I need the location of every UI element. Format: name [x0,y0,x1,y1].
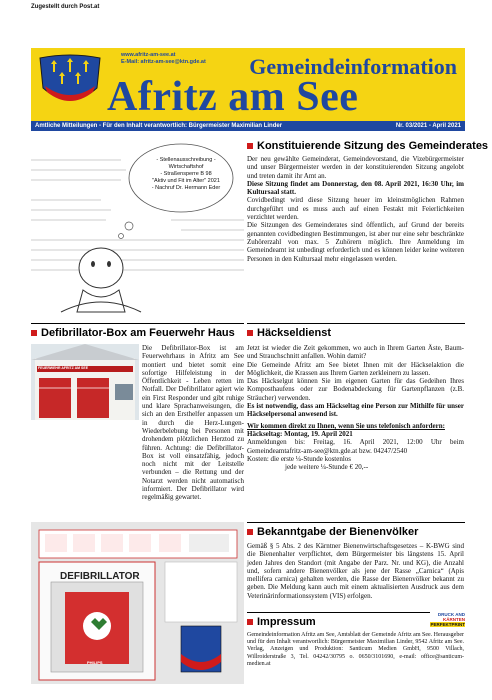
municipal-crest-icon [37,52,103,110]
paragraph: Es ist notwendig, dass am Häckseltag eine Person zur Mithilfe für unser Häckselpersonal anwesend ist. [247,402,464,419]
section-heading-impressum [247,616,316,628]
paragraph: Der neu gewählte Gemeinderat, Gemeindevorstand, die Vizebürgermeister und unser Bürgermeister werden in der konstituierenden Sitzung angelobt und treten damit ihr Amt an. [247,155,464,180]
paragraph: Die Gemeinde Afritz am See bietet Ihnen mit der Häckselaktion die Möglichkeit, die Krassen aus Ihrem Garten zerkleinern zu lassen. [247,360,464,377]
bubble-item: - Stellenausschreibung - [156,157,216,163]
divider [247,522,465,523]
red-square-icon [247,619,253,625]
issue-number: Nr. 03/2021 - April 2021 [395,123,461,129]
bubble-item: Wirtschaftshof [168,164,204,170]
logo-line: KÄRNTEN [443,617,465,622]
contact-email[interactable]: E-Mail: afritz-am-see@ktn.gde.at [121,59,206,65]
masthead-strip [31,121,465,131]
section-heading-sitzung [247,140,488,152]
red-square-icon [247,143,253,149]
paragraph: Anmeldungen bis: Freitag, 16. April 2021, 12:00 Uhr beim Gemeindeamtafritz-am-see@ktn.gde.at bzw. 04247/2540 [247,438,464,455]
section-title: Häckseldienst [257,327,331,339]
section-body-defi-col [142,344,244,518]
red-square-icon [247,330,253,336]
section-heading-haeckseln [247,327,331,339]
logo-line: DRUCK AND [437,612,465,617]
paragraph: Kosten: die erste ¼-Stunde kostenlos [247,454,352,463]
bubble-item: - Straßensperre B 98 [160,171,212,177]
section-body-bienen [247,542,464,600]
section-body-haeckseln [247,344,464,471]
section-title: Konstituierende Sitzung des Gemeinderates [257,140,489,152]
impressum-text: Gemeindeinformation Afritz am See, Amtsblatt der Gemeinde Afritz am See. Herausgeber und für den Inhalt verantwortlich: Bürgermeister Maximilian Linder, 9542 Afritz am See. Verlag, Anzeigen und Produktion: Santicum Medien GmbH, 9500 Villach, Willroiderstraße 3, Tel. 04242/30795 o. 0650/3101690, e-mail: office@santicum-medien.at [247,632,464,667]
printer-logo [430,612,465,627]
bubble-item: - Nachruf Dr. Hermann Eder [151,185,221,191]
divider [247,323,465,324]
paragraph: Gemäß § 5 Abs. 2 des Kärntner Bienenwirtschaftsgesetzes – K-BWG sind die Bienenhalter verpflichtet, dem Bürgermeister bis längstens 15. April jeden Jahres den Standort (mit Angabe der Parz. Nr. und KG), die Anzahl und, sofern andere Bienenvölker als jene der Rasse „Carnica“ (Apis mellifera carnica) gehalten werden, die Rasse der Bienenvölker bekannt zu geben. Die Meldung kann auch mit einem aktualisierten Ausdruck aus dem Veterinärinformationssystem (VIS) erfolgen. [247,542,464,600]
paragraph: Wir kommen direkt zu Ihnen, wenn Sie uns telefonisch anfordern: [247,421,445,430]
strip-responsible: Amtliche Mitteilungen - Für den Inhalt verantwortlich: Bürgermeister Maximilian Linder [35,123,283,129]
section-title: Impressum [257,616,316,628]
defibrillator-box-photo [31,522,244,684]
paragraph: Die Defibrillator-Box ist am Feuerwehrhaus in Afritz am See montiert und bietet somit eine sofortige Hilfeleistung in der Öffentlichkeit - Leben retten im Notfall. Der Defibrillator agiert wie ein First Responder und gibt ruhige und klare Sprachanweisungen, die sich an den Ersthelfer anpassen um in durch die Herz-Lungen-Wiederbelebung bei Personen mit drohendem plötzlichen Herztod zu führen. Achtung: die Defibrillator-Box ist voll einsatzfähig, jedoch noch nicht mit der Leitstelle verbunden – die Rettung und der Notarzt werden nicht automatisch informiert. Der Defibrillator wird regelmäßig gewartet. [142,344,244,502]
section-title: Defibrillator-Box am Feuerwehr Haus [41,327,235,339]
fire-station-photo [31,344,139,420]
section-body-sitzung [247,155,464,263]
divider [31,323,244,324]
bubble-item: "Aktiv und Fit im Alter" 2021 [152,178,220,184]
section-title: Bekanntgabe der Bienenvölker [257,526,419,538]
contact-web[interactable]: www.afritz-am-see.at [121,52,176,58]
masthead [31,48,465,128]
paragraph: Häckseltag: Montag, 19. April 2021 [247,429,353,438]
red-square-icon [31,330,37,336]
paragraph: Covidbedingt wird diese Sitzung heuer im kleinstmöglichen Rahmen durchgeführt und es muss auch auf einen Festakt mit Feierlichkeiten verzichtet werden. [247,196,464,222]
section-heading-bienen [247,526,418,538]
paragraph: jede weitere ¼-Stunde € 20,-- [285,463,369,472]
masthead-kicker: Gemeindeinformation [249,54,457,79]
contact-block [121,52,206,66]
bubble-topics [136,157,236,192]
brand-label: PHILIPS [87,660,103,665]
logo-line: PERFEKTPRINT [430,622,465,627]
masthead-title: Afritz am See [107,74,359,120]
station-label: FEUERWEHR AFRITZ AM SEE [38,366,89,370]
paragraph: Diese Sitzung findet am Donnerstag, den 08. April 2021, 16:30 Uhr, im Kultursaal statt. [247,179,464,197]
section-heading-defi [31,327,235,339]
delivery-note: Zugestellt durch Post.at [31,4,100,10]
defibrillator-label: DEFIBRILLATOR [60,571,140,582]
paragraph: Die Sitzungen des Gemeinderates sind öffentlich, auf Grund der bereits genannten covidbedingten Bestimmungen, ist aber nur eine sehr beschränkte Zuhörerzahl von max. 5 Zuhörern möglich. Ihre Anmeldung im Gemeindeamt ist unbedingt erforderlich und es können leider keine weiteren Personen in den Kultursaal mehr eingelassen werden. [247,221,464,263]
paragraph: Das Häckselgut können Sie im eigenen Garten für das Gedeihen Ihres Komposthaufens oder zur Bodenabdeckung für Gartenpflanzen (z.B. Sträucher) verwenden. [247,377,464,402]
red-square-icon [247,529,253,535]
paragraph: Jetzt ist wieder die Zeit gekommen, wo auch in Ihrem Garten Äste, Baum- und Strauchschnitt anfallen. Wohin damit? [247,344,464,361]
